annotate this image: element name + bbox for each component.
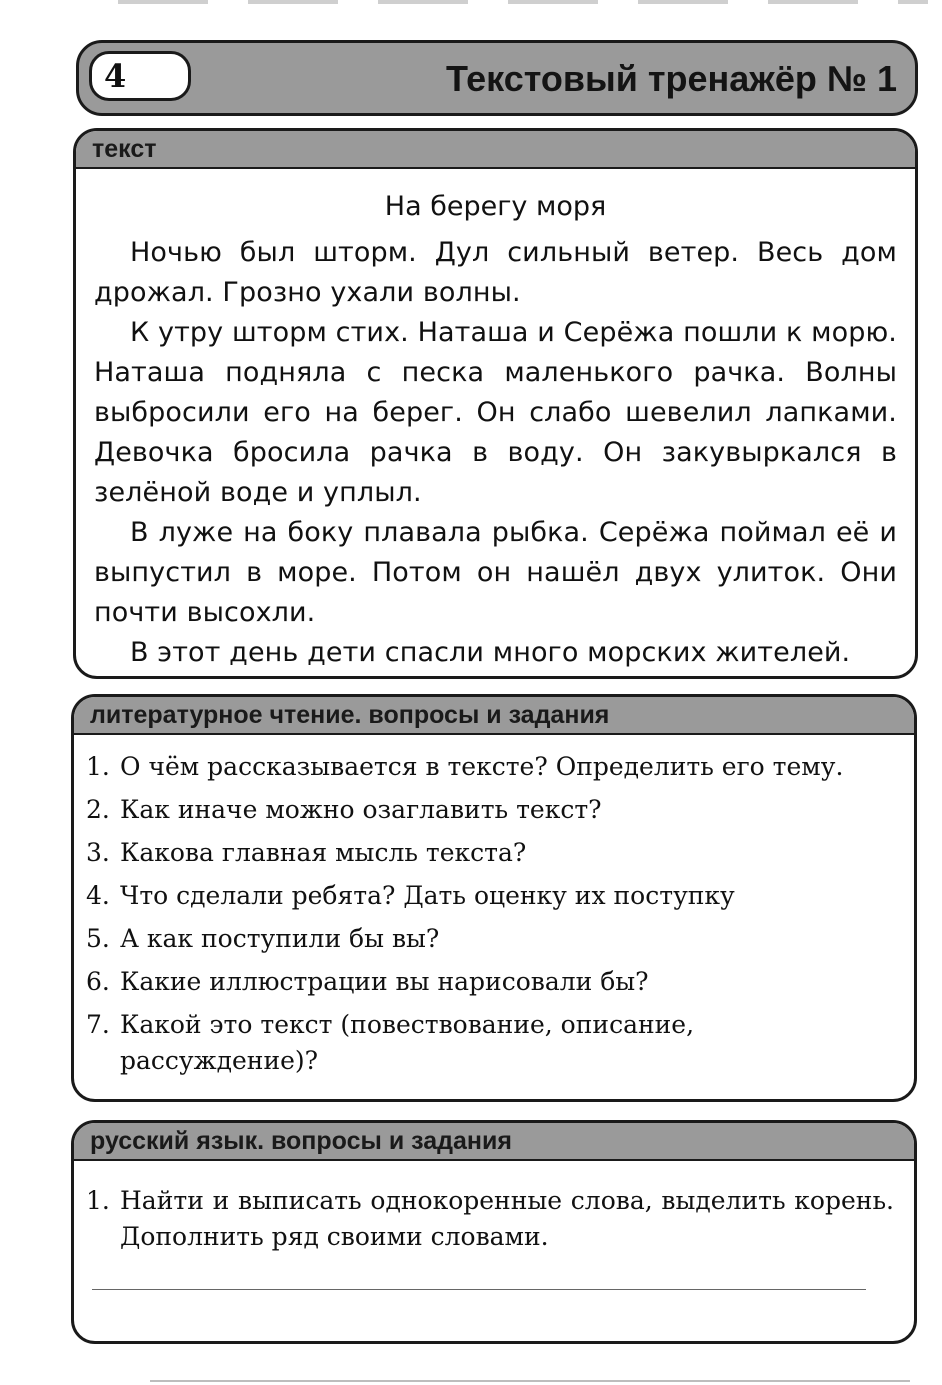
- question-item: [86, 1007, 894, 1079]
- russian-section-tab: русский язык. вопросы и задания: [74, 1123, 914, 1161]
- question-number: 6.: [86, 967, 110, 996]
- question-item: [86, 878, 894, 914]
- question-number: 4.: [86, 881, 110, 910]
- story-body: [76, 233, 915, 673]
- reading-section-tab: литературное чтение. вопросы и задания: [74, 697, 914, 735]
- question-text: Как иначе можно озаглавить текст?: [120, 795, 602, 824]
- question-number: 7.: [86, 1010, 110, 1039]
- task-item: [86, 1183, 894, 1255]
- story-paragraph: Ночью был шторм. Дул сильный ветер. Весь дом дрожал. Грозно ухали волны.: [94, 237, 897, 308]
- story-title: На берегу моря: [384, 191, 607, 222]
- russian-questions-section: [71, 1120, 917, 1344]
- text-section-tab: текст: [76, 131, 915, 169]
- story-paragraph: К утру шторм стих. Наташа и Серёжа пошли к морю. Наташа подняла с песка маленького рачка. Волны выбросили его на берег. Он слабо шевелил лапками. Девочка бросила рачка в воду. Он закувыркался в зелёной воде и уплыл.: [94, 317, 897, 508]
- question-text: Какие иллюстрации вы нарисовали бы?: [120, 967, 649, 996]
- question-number: 5.: [86, 924, 110, 953]
- reading-question-list: [74, 735, 914, 1079]
- answer-line[interactable]: [92, 1289, 866, 1290]
- question-text: О чём рассказывается в тексте? Определить его тему.: [120, 752, 844, 781]
- question-number: 1.: [86, 752, 110, 781]
- question-item: [86, 964, 894, 1000]
- reading-questions-section: [71, 694, 917, 1102]
- question-item: [86, 792, 894, 828]
- task-number: 1.: [86, 1186, 110, 1215]
- story-paragraph: В этот день дети спасли много морских жителей.: [130, 637, 851, 668]
- page-title: Текстовый тренажёр № 1: [445, 58, 897, 99]
- question-text: Что сделали ребята? Дать оценку их поступку: [120, 881, 735, 910]
- question-text: А как поступили бы вы?: [120, 924, 440, 953]
- question-item: [86, 749, 894, 785]
- question-text: Какой это текст (повествование, описание, рассуждение)?: [120, 1010, 695, 1075]
- text-section: [73, 128, 918, 679]
- page-top-edge: [118, 0, 928, 4]
- page-header: [76, 40, 918, 116]
- task-text: Найти и выписать однокоренные слова, выделить корень. Дополнить ряд своими словами.: [120, 1186, 894, 1251]
- question-number: 2.: [86, 795, 110, 824]
- question-item: [86, 835, 894, 871]
- question-item: [86, 921, 894, 957]
- page-bottom-edge: [150, 1380, 910, 1382]
- question-text: Какова главная мысль текста?: [120, 838, 527, 867]
- story-paragraph: В луже на боку плавала рыбка. Серёжа поймал её и выпустил в море. Потом он нашёл двух улиток. Они почти высохли.: [94, 517, 897, 628]
- russian-task-list: [74, 1161, 914, 1255]
- question-number: 3.: [86, 838, 110, 867]
- page-number: 4: [89, 51, 191, 101]
